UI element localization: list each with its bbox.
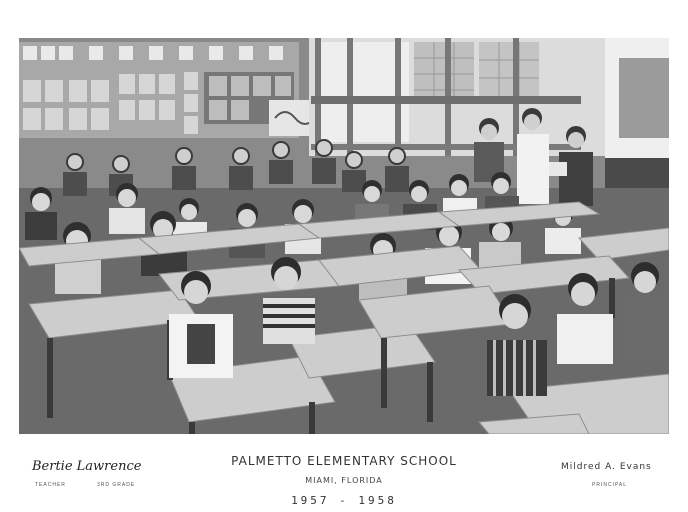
bulletin-board bbox=[19, 42, 317, 138]
grade-label: 3RD GRADE bbox=[97, 482, 136, 488]
classroom-scene bbox=[19, 38, 669, 434]
class-photo bbox=[19, 38, 669, 434]
school-city: MIAMI, FLORIDA bbox=[305, 476, 383, 485]
teacher-role-label: TEACHER bbox=[35, 482, 66, 488]
photo-caption bbox=[0, 436, 688, 512]
school-years: 1957 - 1958 bbox=[291, 494, 397, 507]
school-name: PALMETTO ELEMENTARY SCHOOL bbox=[231, 454, 457, 468]
principal-role-label: PRINCIPAL bbox=[592, 482, 628, 488]
teacher-signature: Bertie Lawrence bbox=[32, 459, 142, 474]
principal-signature: Mildred A. Evans bbox=[561, 462, 652, 472]
